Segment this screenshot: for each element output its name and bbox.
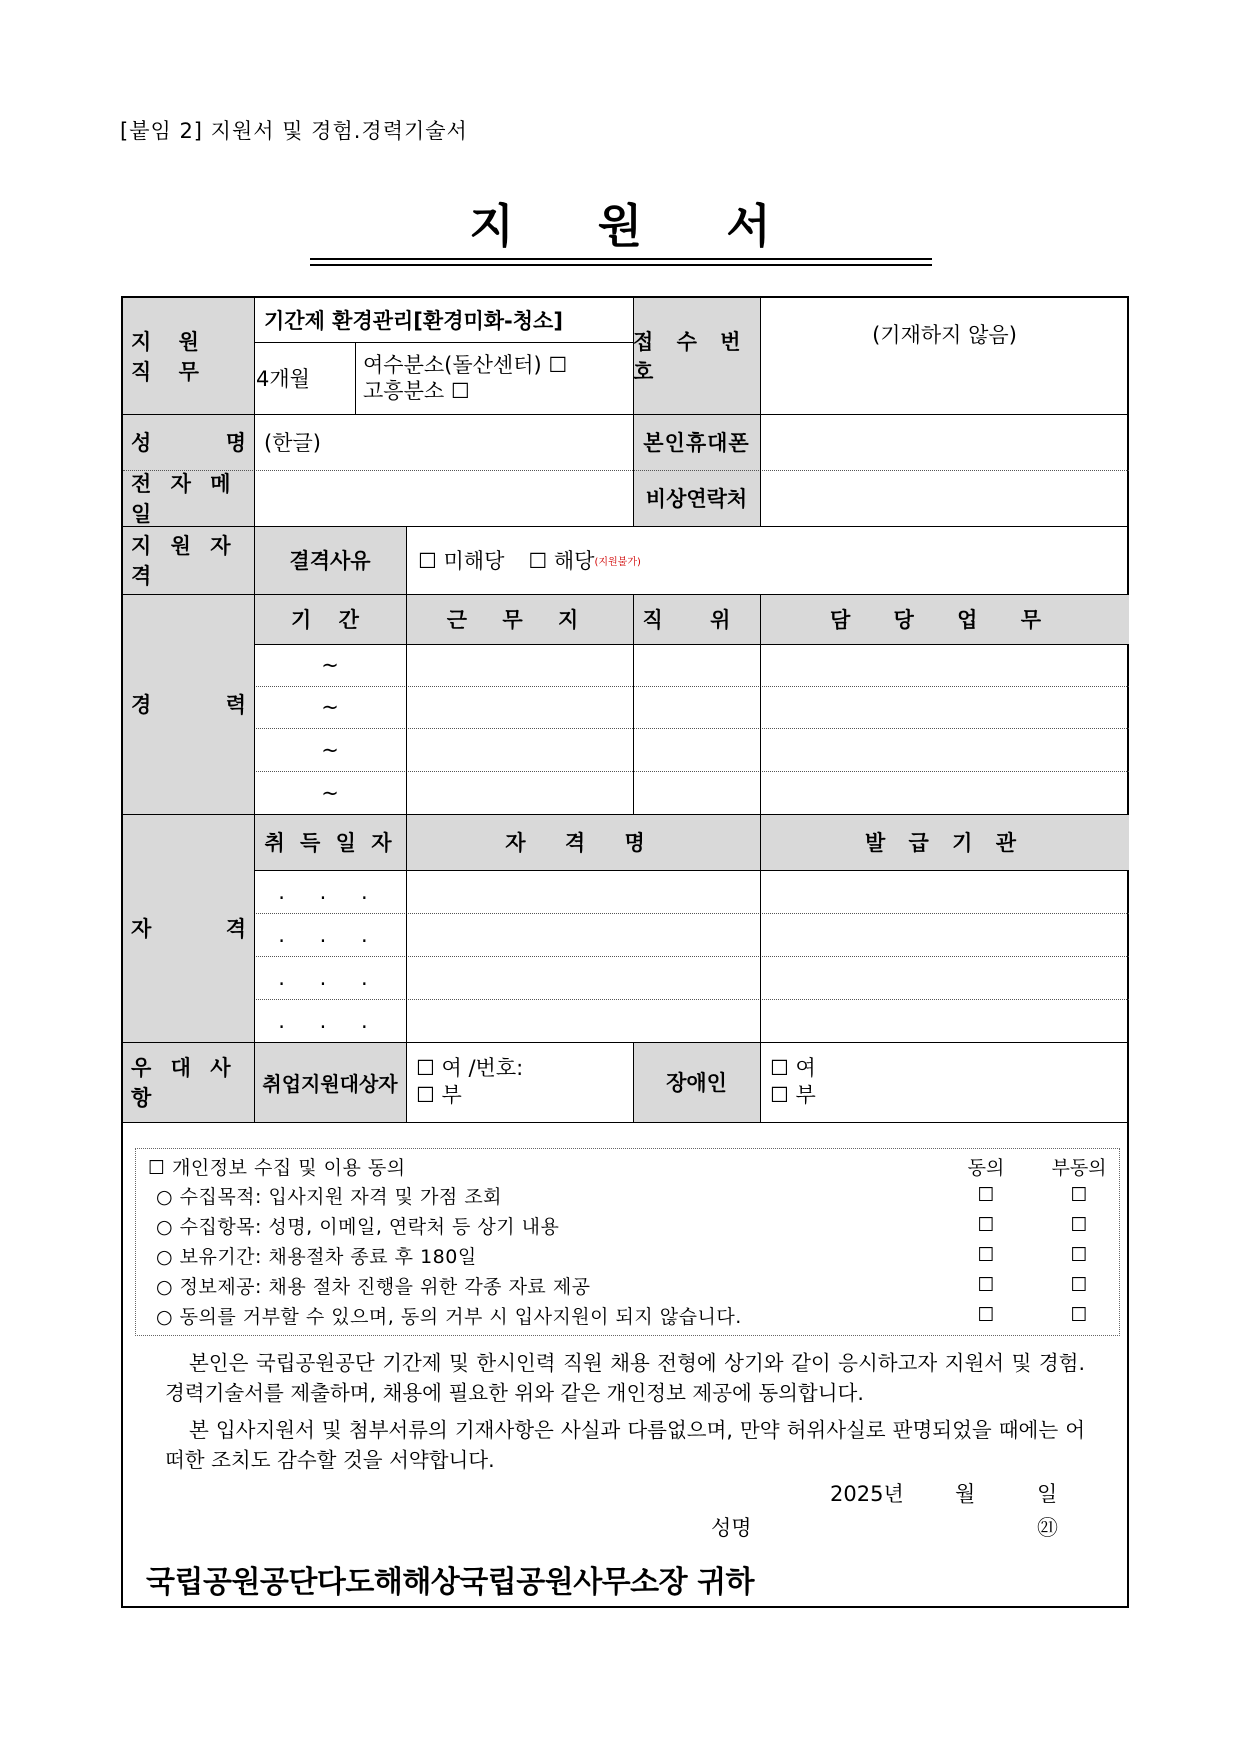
disagree-checkbox[interactable]: ☐	[1070, 1304, 1088, 1326]
receipt-number-value: (기재하지 않음)	[872, 323, 1017, 347]
office-option-yeosu[interactable]: 여수분소(돌산센터) ☐	[363, 353, 568, 377]
consent-item: ○ 동의를 거부할 수 있으며, 동의 거부 시 입사지원이 되지 않습니다.	[156, 1305, 742, 1328]
disqualification-options	[418, 526, 1118, 594]
cert-date-1[interactable]: . . .	[278, 879, 382, 904]
application-form	[121, 296, 1129, 1608]
cert-header-date: 취 득 일 자	[264, 831, 396, 855]
consent-statement: 본인은 국립공원공단 기간제 및 한시인력 직원 채용 전형에 상기와 같이 응시하고자 지원서 및 경험. 경력기술서를 제출하며, 채용에 필요한 위와 같은 개인정보 제공에 동의합니다.	[165, 1351, 1085, 1405]
agree-checkbox[interactable]: ☐	[977, 1184, 995, 1206]
agree-header: 동의	[967, 1156, 1005, 1179]
disagree-header: 부동의	[1051, 1156, 1107, 1179]
consent-item: ○ 정보제공: 채용 절차 진행을 위한 각종 자료 제공	[156, 1275, 591, 1298]
career-header-position: 직 위	[642, 608, 751, 632]
page-title: 지 원 서	[469, 199, 805, 253]
receipt-number-label: 접 수 번 호	[633, 330, 749, 384]
disagree-checkbox[interactable]: ☐	[1070, 1214, 1088, 1236]
name-label: 성 명	[131, 431, 246, 455]
disqualification-label: 결격사유	[289, 549, 371, 573]
consent-item: ○ 보유기간: 채용절차 종료 후 180일	[156, 1245, 477, 1268]
name-field[interactable]: (한글)	[264, 431, 321, 455]
emergency-contact-field[interactable]	[760, 470, 1129, 526]
office-option-goheung[interactable]: 고흥분소 ☐	[363, 379, 470, 403]
disability-label: 장애인	[666, 1071, 727, 1095]
cert-date-3[interactable]: . . .	[278, 965, 382, 990]
career-period-4[interactable]: ~	[321, 780, 339, 805]
title-underline	[310, 258, 932, 266]
office-options	[363, 346, 631, 410]
cert-header-name: 자 격 명	[505, 831, 661, 855]
agree-checkbox[interactable]: ☐	[977, 1244, 995, 1266]
job-title: 기간제 환경관리[환경미화-청소]	[264, 309, 563, 333]
career-label: 경 력	[131, 693, 246, 717]
contract-period: 4개월	[256, 367, 310, 391]
agree-checkbox[interactable]: ☐	[977, 1274, 995, 1296]
preference-label: 우 대 사 항	[131, 1056, 237, 1110]
career-period-3[interactable]: ~	[321, 737, 339, 762]
agree-checkbox[interactable]: ☐	[977, 1304, 995, 1326]
certificate-label: 자 격	[131, 917, 246, 941]
mobile-label: 본인휴대폰	[643, 431, 750, 455]
seal-mark: ㉑	[1037, 1516, 1058, 1540]
disagree-checkbox[interactable]: ☐	[1070, 1244, 1088, 1266]
consent-item: ○ 수집목적: 입사지원 자격 및 가점 조회	[156, 1185, 503, 1208]
agree-checkbox[interactable]: ☐	[977, 1214, 995, 1236]
attachment-label: [붙임 2] 지원서 및 경험.경력기술서	[120, 119, 468, 143]
pledge-statement: 본 입사지원서 및 첨부서류의 기재사항은 사실과 다름없으며, 만약 허위사실로 판명되었을 때에는 어떠한 조치도 감수할 것을 서약합니다.	[165, 1418, 1085, 1472]
disability-options	[770, 1042, 1120, 1122]
consent-item: ○ 수집항목: 성명, 이메일, 연락처 등 상기 내용	[156, 1215, 560, 1238]
career-period-2[interactable]: ~	[321, 695, 339, 719]
email-field[interactable]	[254, 470, 633, 526]
cert-date-2[interactable]: . . .	[278, 922, 382, 947]
career-header-duty: 담 당 업 무	[829, 608, 1060, 632]
disqualification-no-option[interactable]: ☐ 미해당	[418, 549, 505, 573]
email-label: 전 자 메 일	[131, 472, 237, 526]
disagree-checkbox[interactable]: ☐	[1070, 1184, 1088, 1206]
disability-no[interactable]: ☐ 부	[770, 1083, 816, 1107]
disagree-checkbox[interactable]: ☐	[1070, 1274, 1088, 1296]
apply-job-label: 지 원 직 무	[131, 330, 209, 384]
disqualification-note: (지원불가)	[594, 556, 641, 568]
employment-support-label: 취업지원대상자	[262, 1071, 398, 1096]
addressee: 국립공원공단다도해해상국립공원사무소장 귀하	[146, 1565, 755, 1600]
disability-yes[interactable]: ☐ 여	[770, 1056, 816, 1080]
date-year: 2025년	[830, 1482, 904, 1506]
date-day: 일	[1037, 1482, 1058, 1506]
employment-support-yes[interactable]: ☐ 여 /번호:	[416, 1056, 524, 1080]
career-header-period: 기 간	[291, 608, 369, 632]
career-header-workplace: 근 무 지	[446, 608, 593, 632]
career-period-1[interactable]: ~	[321, 653, 339, 677]
qualification-label: 지 원 자 격	[131, 534, 237, 588]
cert-header-issuer: 발 급 기 관	[864, 831, 1025, 855]
emergency-contact-label: 비상연락처	[645, 487, 748, 511]
privacy-consent-box	[135, 1148, 1120, 1336]
consent-title: ☐ 개인정보 수집 및 이용 동의	[148, 1156, 406, 1179]
signature-name-label: 성명	[711, 1516, 752, 1540]
date-month: 월	[955, 1482, 976, 1506]
cert-date-4[interactable]: . . .	[278, 1008, 382, 1033]
disqualification-yes-option[interactable]: ☐ 해당	[528, 549, 595, 573]
employment-support-options	[416, 1042, 626, 1122]
employment-support-no[interactable]: ☐ 부	[416, 1083, 462, 1107]
mobile-field[interactable]	[760, 414, 1129, 470]
